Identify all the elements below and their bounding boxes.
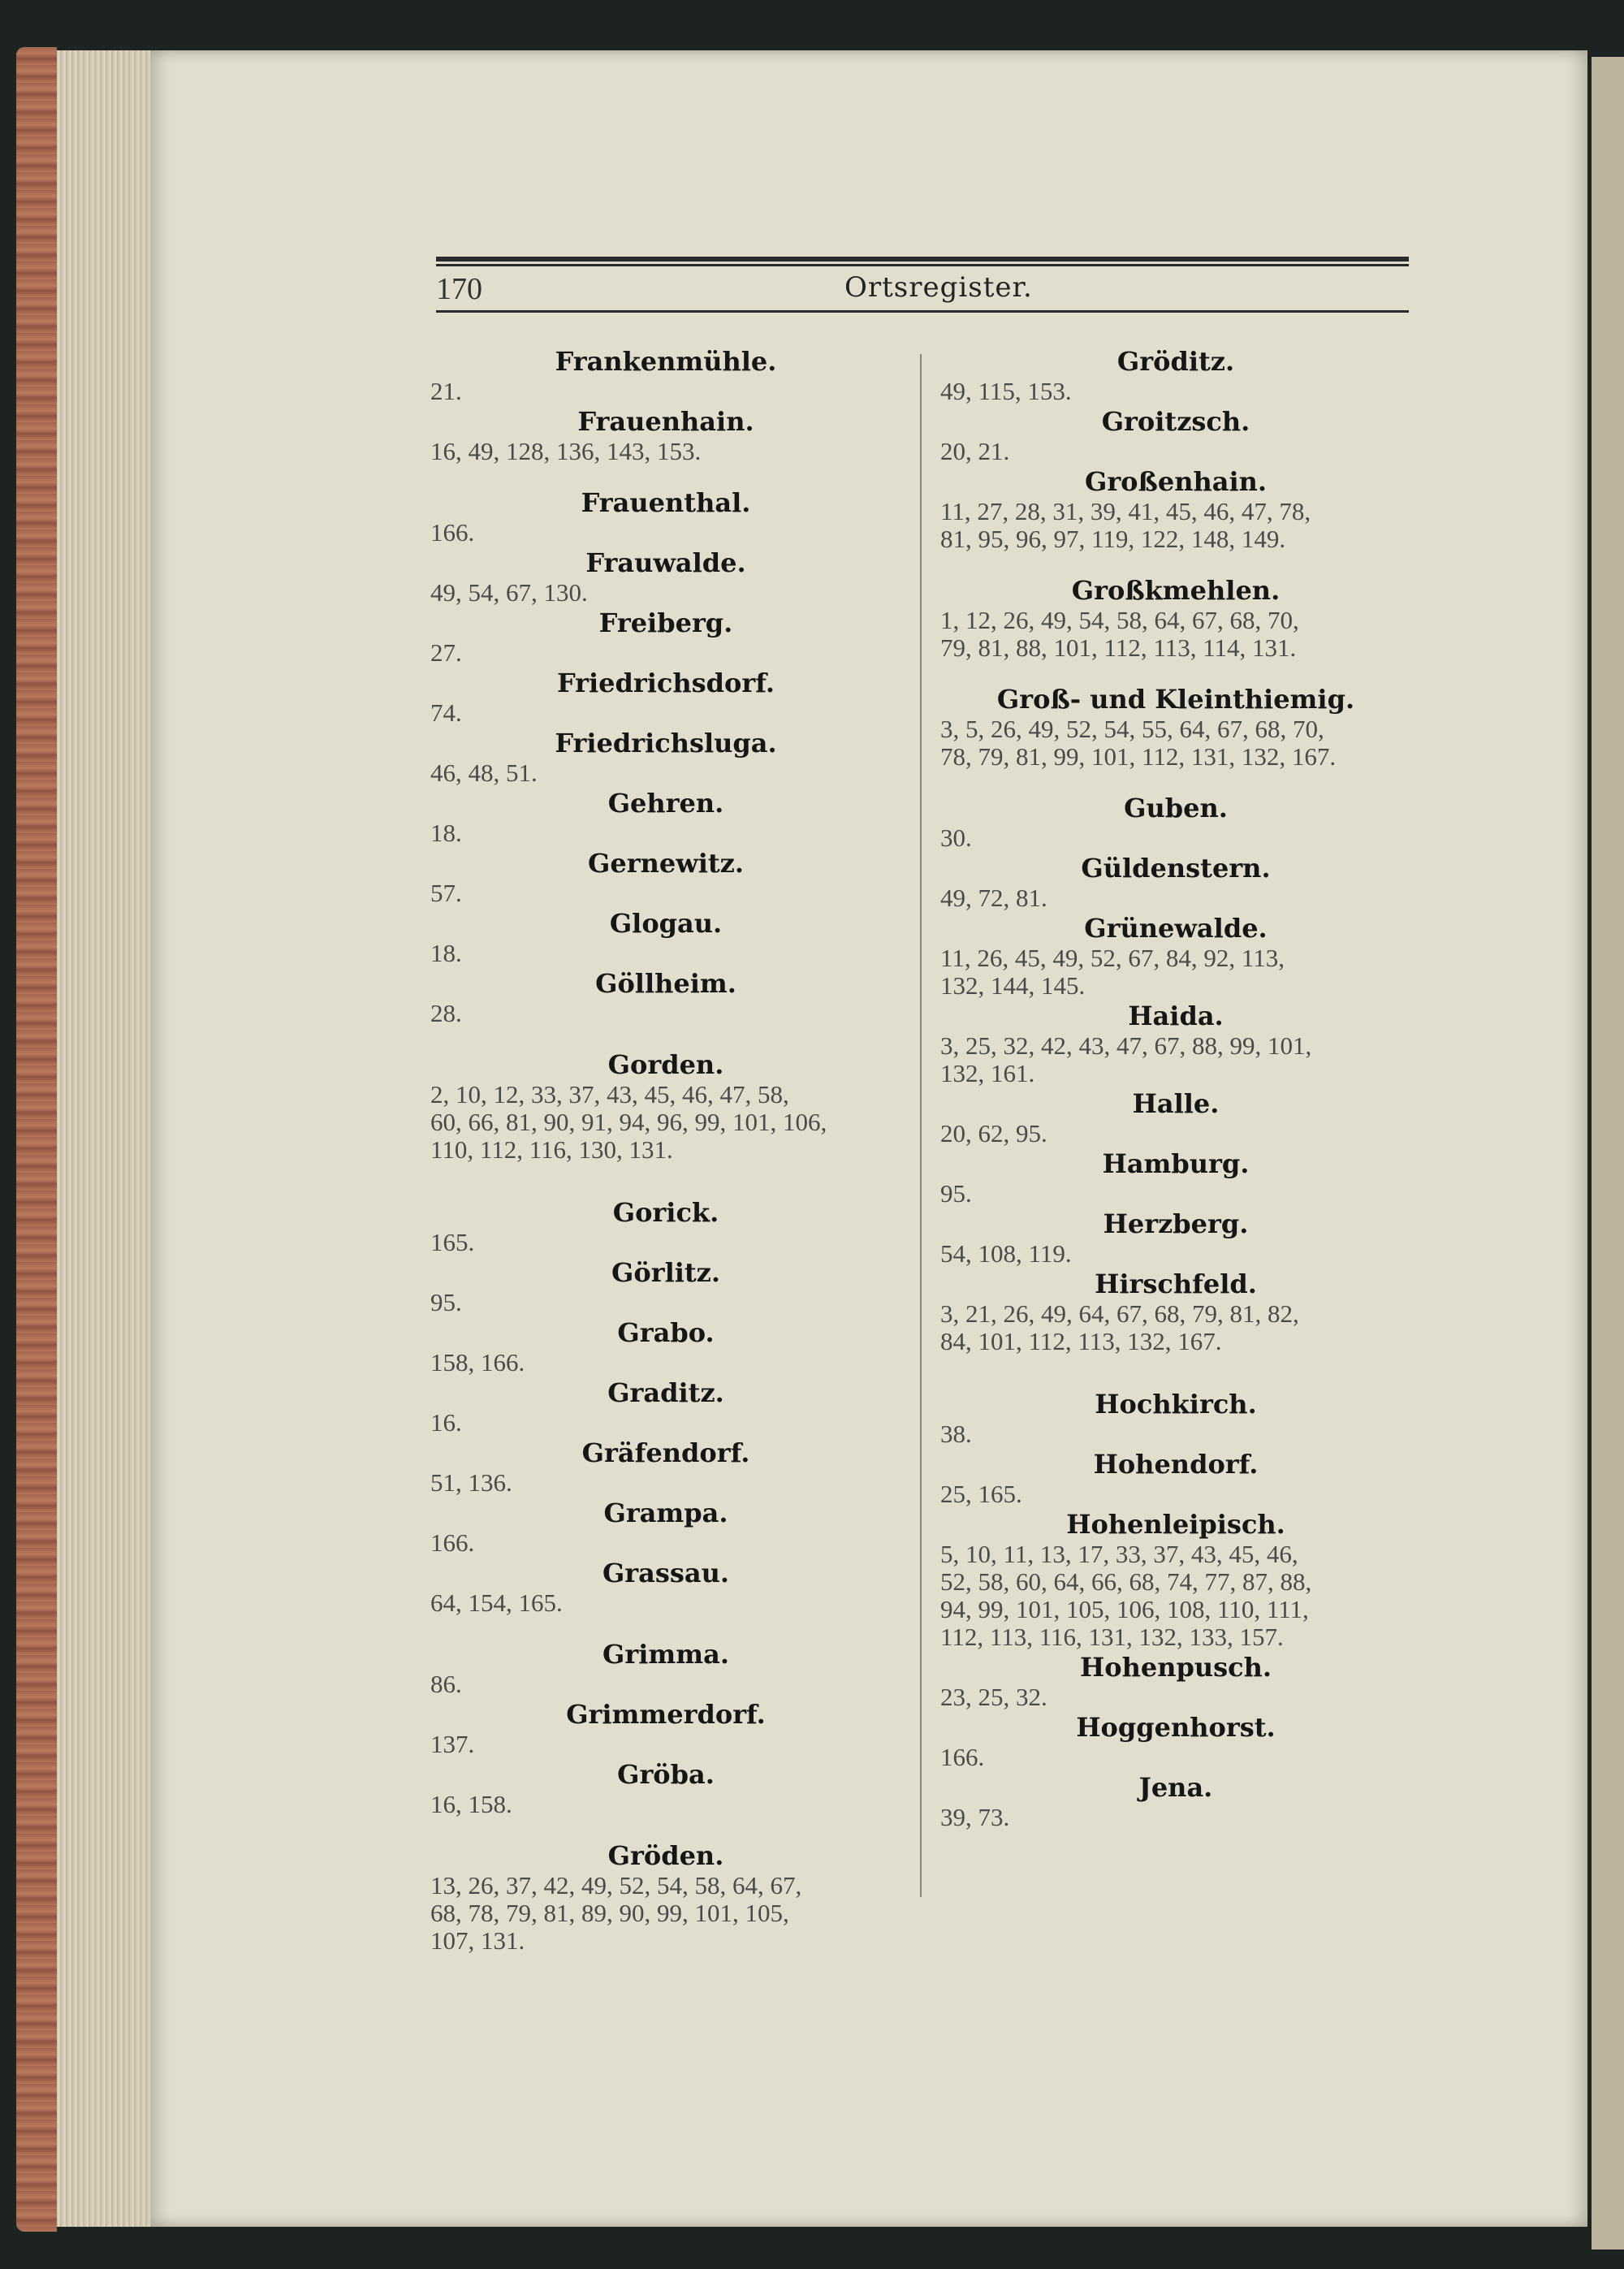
page-references: 28. <box>430 999 462 1027</box>
place-name: Frankenmühle. <box>555 346 777 377</box>
page-references: 84, 101, 112, 113, 132, 167. <box>940 1327 1222 1355</box>
page-references: 23, 25, 32. <box>940 1683 1047 1711</box>
page-references: 49, 115, 153. <box>940 377 1072 405</box>
page-references: 1, 12, 26, 49, 54, 58, 64, 67, 68, 70, <box>940 606 1299 634</box>
place-name: Hoggenhorst. <box>1076 1712 1276 1743</box>
page-references: 137. <box>430 1730 475 1758</box>
page-references: 18. <box>430 819 462 847</box>
place-name: Göllheim. <box>595 968 736 999</box>
entry-spacer <box>430 1164 901 1196</box>
place-name: Halle. <box>1132 1088 1220 1119</box>
page-references: 30. <box>940 823 972 852</box>
page-references: 13, 26, 37, 42, 49, 52, 54, 58, 64, 67, <box>430 1871 802 1899</box>
place-name: Görlitz. <box>611 1257 720 1288</box>
page-references: 94, 99, 101, 105, 106, 108, 110, 111, <box>940 1595 1309 1623</box>
place-name: Gorick. <box>612 1197 719 1228</box>
place-name: Grimma. <box>603 1639 729 1670</box>
page-references: 38. <box>940 1420 972 1448</box>
entry-spacer <box>940 1355 1411 1388</box>
page-references: 16, 49, 128, 136, 143, 153. <box>430 437 702 465</box>
page-number: 170 <box>436 272 482 306</box>
page-references: 49, 54, 67, 130. <box>430 578 588 607</box>
place-name: Jena. <box>1138 1772 1213 1803</box>
page-references: 158, 166. <box>430 1348 525 1377</box>
page-references: 68, 78, 79, 81, 89, 90, 99, 101, 105, <box>430 1899 789 1927</box>
page-references: 20, 62, 95. <box>940 1119 1047 1147</box>
place-name: Graditz. <box>607 1377 724 1408</box>
place-name: Gräfendorf. <box>581 1437 750 1468</box>
page-references: 52, 58, 60, 64, 66, 68, 74, 77, 87, 88, <box>940 1567 1312 1596</box>
page-references: 54, 108, 119. <box>940 1239 1072 1268</box>
place-name: Hochkirch. <box>1095 1389 1257 1420</box>
place-name: Grassau. <box>602 1558 730 1588</box>
page-references: 132, 161. <box>940 1059 1035 1087</box>
page-references: 74. <box>430 698 462 727</box>
facing-page-edge <box>1592 57 1624 2250</box>
page-references: 3, 21, 26, 49, 64, 67, 68, 79, 81, 82, <box>940 1299 1299 1328</box>
place-name: Freiberg. <box>598 607 733 638</box>
place-name: Gröditz. <box>1116 346 1235 377</box>
place-name: Großkmehlen. <box>1071 575 1281 606</box>
page-edges <box>57 50 154 2227</box>
place-name: Grimmerdorf. <box>566 1699 766 1730</box>
place-name: Frauenhain. <box>577 406 754 437</box>
page-references: 51, 136. <box>430 1468 512 1497</box>
place-name: Frauenthal. <box>581 487 751 518</box>
place-name: Hohenleipisch. <box>1066 1509 1285 1540</box>
page-references: 25, 165. <box>940 1480 1022 1508</box>
place-name: Hirschfeld. <box>1095 1268 1257 1299</box>
page-references: 57. <box>430 879 462 907</box>
place-name: Groitzsch. <box>1101 406 1250 437</box>
column-divider <box>920 354 922 1897</box>
place-name: Gernewitz. <box>588 848 744 879</box>
page-references: 81, 95, 96, 97, 119, 122, 148, 149. <box>940 525 1286 553</box>
page-references: 166. <box>940 1743 985 1771</box>
running-title: Ortsregister. <box>844 271 1033 304</box>
place-name: Hohenpusch. <box>1079 1652 1272 1683</box>
page-references: 3, 5, 26, 49, 52, 54, 55, 64, 67, 68, 70, <box>940 715 1324 743</box>
place-name: Grünewalde. <box>1084 913 1268 944</box>
right-column <box>940 345 1411 1831</box>
place-name: Gröden. <box>607 1840 724 1871</box>
header-rule-top <box>436 257 1409 261</box>
place-name: Frauwalde. <box>585 547 746 578</box>
place-name: Gröba. <box>617 1759 715 1790</box>
header-rule-bottom <box>436 310 1409 313</box>
page-references: 79, 81, 88, 101, 112, 113, 114, 131. <box>940 633 1297 662</box>
page-references: 95. <box>940 1179 972 1208</box>
place-name: Güldenstern. <box>1081 853 1271 884</box>
place-name: Friedrichsdorf. <box>556 668 775 698</box>
page-references: 21. <box>430 377 462 405</box>
place-name: Friedrichsluga. <box>555 728 777 758</box>
header-rule-top-thin <box>436 264 1409 266</box>
page-references: 5, 10, 11, 13, 17, 33, 37, 43, 45, 46, <box>940 1540 1298 1568</box>
page-references: 11, 27, 28, 31, 39, 41, 45, 46, 47, 78, <box>940 497 1311 525</box>
entry-spacer <box>430 1818 901 1839</box>
page-references: 20, 21. <box>940 437 1010 465</box>
entry-spacer <box>940 553 1411 574</box>
entry-spacer <box>430 1617 901 1638</box>
page-references: 166. <box>430 1528 475 1557</box>
page-references: 78, 79, 81, 99, 101, 112, 131, 132, 167. <box>940 742 1337 771</box>
place-name: Groß- und Kleinthiemig. <box>996 684 1355 715</box>
page-references: 16, 158. <box>430 1790 512 1818</box>
page-references: 64, 154, 165. <box>430 1588 563 1617</box>
page-references: 11, 26, 45, 49, 52, 67, 84, 92, 113, <box>940 944 1285 972</box>
place-name: Hohendorf. <box>1093 1449 1259 1480</box>
entry-spacer <box>430 465 901 486</box>
page-references: 49, 72, 81. <box>940 884 1047 912</box>
place-name: Grampa. <box>603 1498 728 1528</box>
page-references: 110, 112, 116, 130, 131. <box>430 1135 673 1164</box>
page-references: 112, 113, 116, 131, 132, 133, 157. <box>940 1623 1284 1651</box>
book-spine <box>16 47 57 2232</box>
page-references: 18. <box>430 939 462 967</box>
place-name: Gorden. <box>607 1049 724 1080</box>
page-references: 2, 10, 12, 33, 37, 43, 45, 46, 47, 58, <box>430 1080 789 1109</box>
page-references: 3, 25, 32, 42, 43, 47, 67, 88, 99, 101, <box>940 1031 1312 1060</box>
place-name: Glogau. <box>609 908 723 939</box>
place-name: Gehren. <box>607 788 724 819</box>
page-references: 60, 66, 81, 90, 91, 94, 96, 99, 101, 106, <box>430 1108 827 1136</box>
page-references: 27. <box>430 638 462 667</box>
left-column <box>430 345 901 1955</box>
page-references: 107, 131. <box>430 1926 525 1955</box>
place-name: Großenhain. <box>1084 466 1268 497</box>
place-name: Guben. <box>1124 793 1228 823</box>
page-references: 165. <box>430 1228 475 1256</box>
entry-spacer <box>940 771 1411 792</box>
page-references: 132, 144, 145. <box>940 971 1086 1000</box>
place-name: Hamburg. <box>1102 1148 1250 1179</box>
page-references: 46, 48, 51. <box>430 758 538 787</box>
place-name: Herzberg. <box>1103 1208 1249 1239</box>
page-references: 16. <box>430 1408 462 1437</box>
place-name: Haida. <box>1128 1001 1224 1031</box>
page-references: 166. <box>430 518 475 547</box>
place-name: Grabo. <box>617 1317 715 1348</box>
page-references: 39, 73. <box>940 1803 1010 1831</box>
page-references: 86. <box>430 1670 462 1698</box>
entry-spacer <box>430 1027 901 1048</box>
page-references: 95. <box>430 1288 462 1316</box>
entry-spacer <box>940 662 1411 683</box>
